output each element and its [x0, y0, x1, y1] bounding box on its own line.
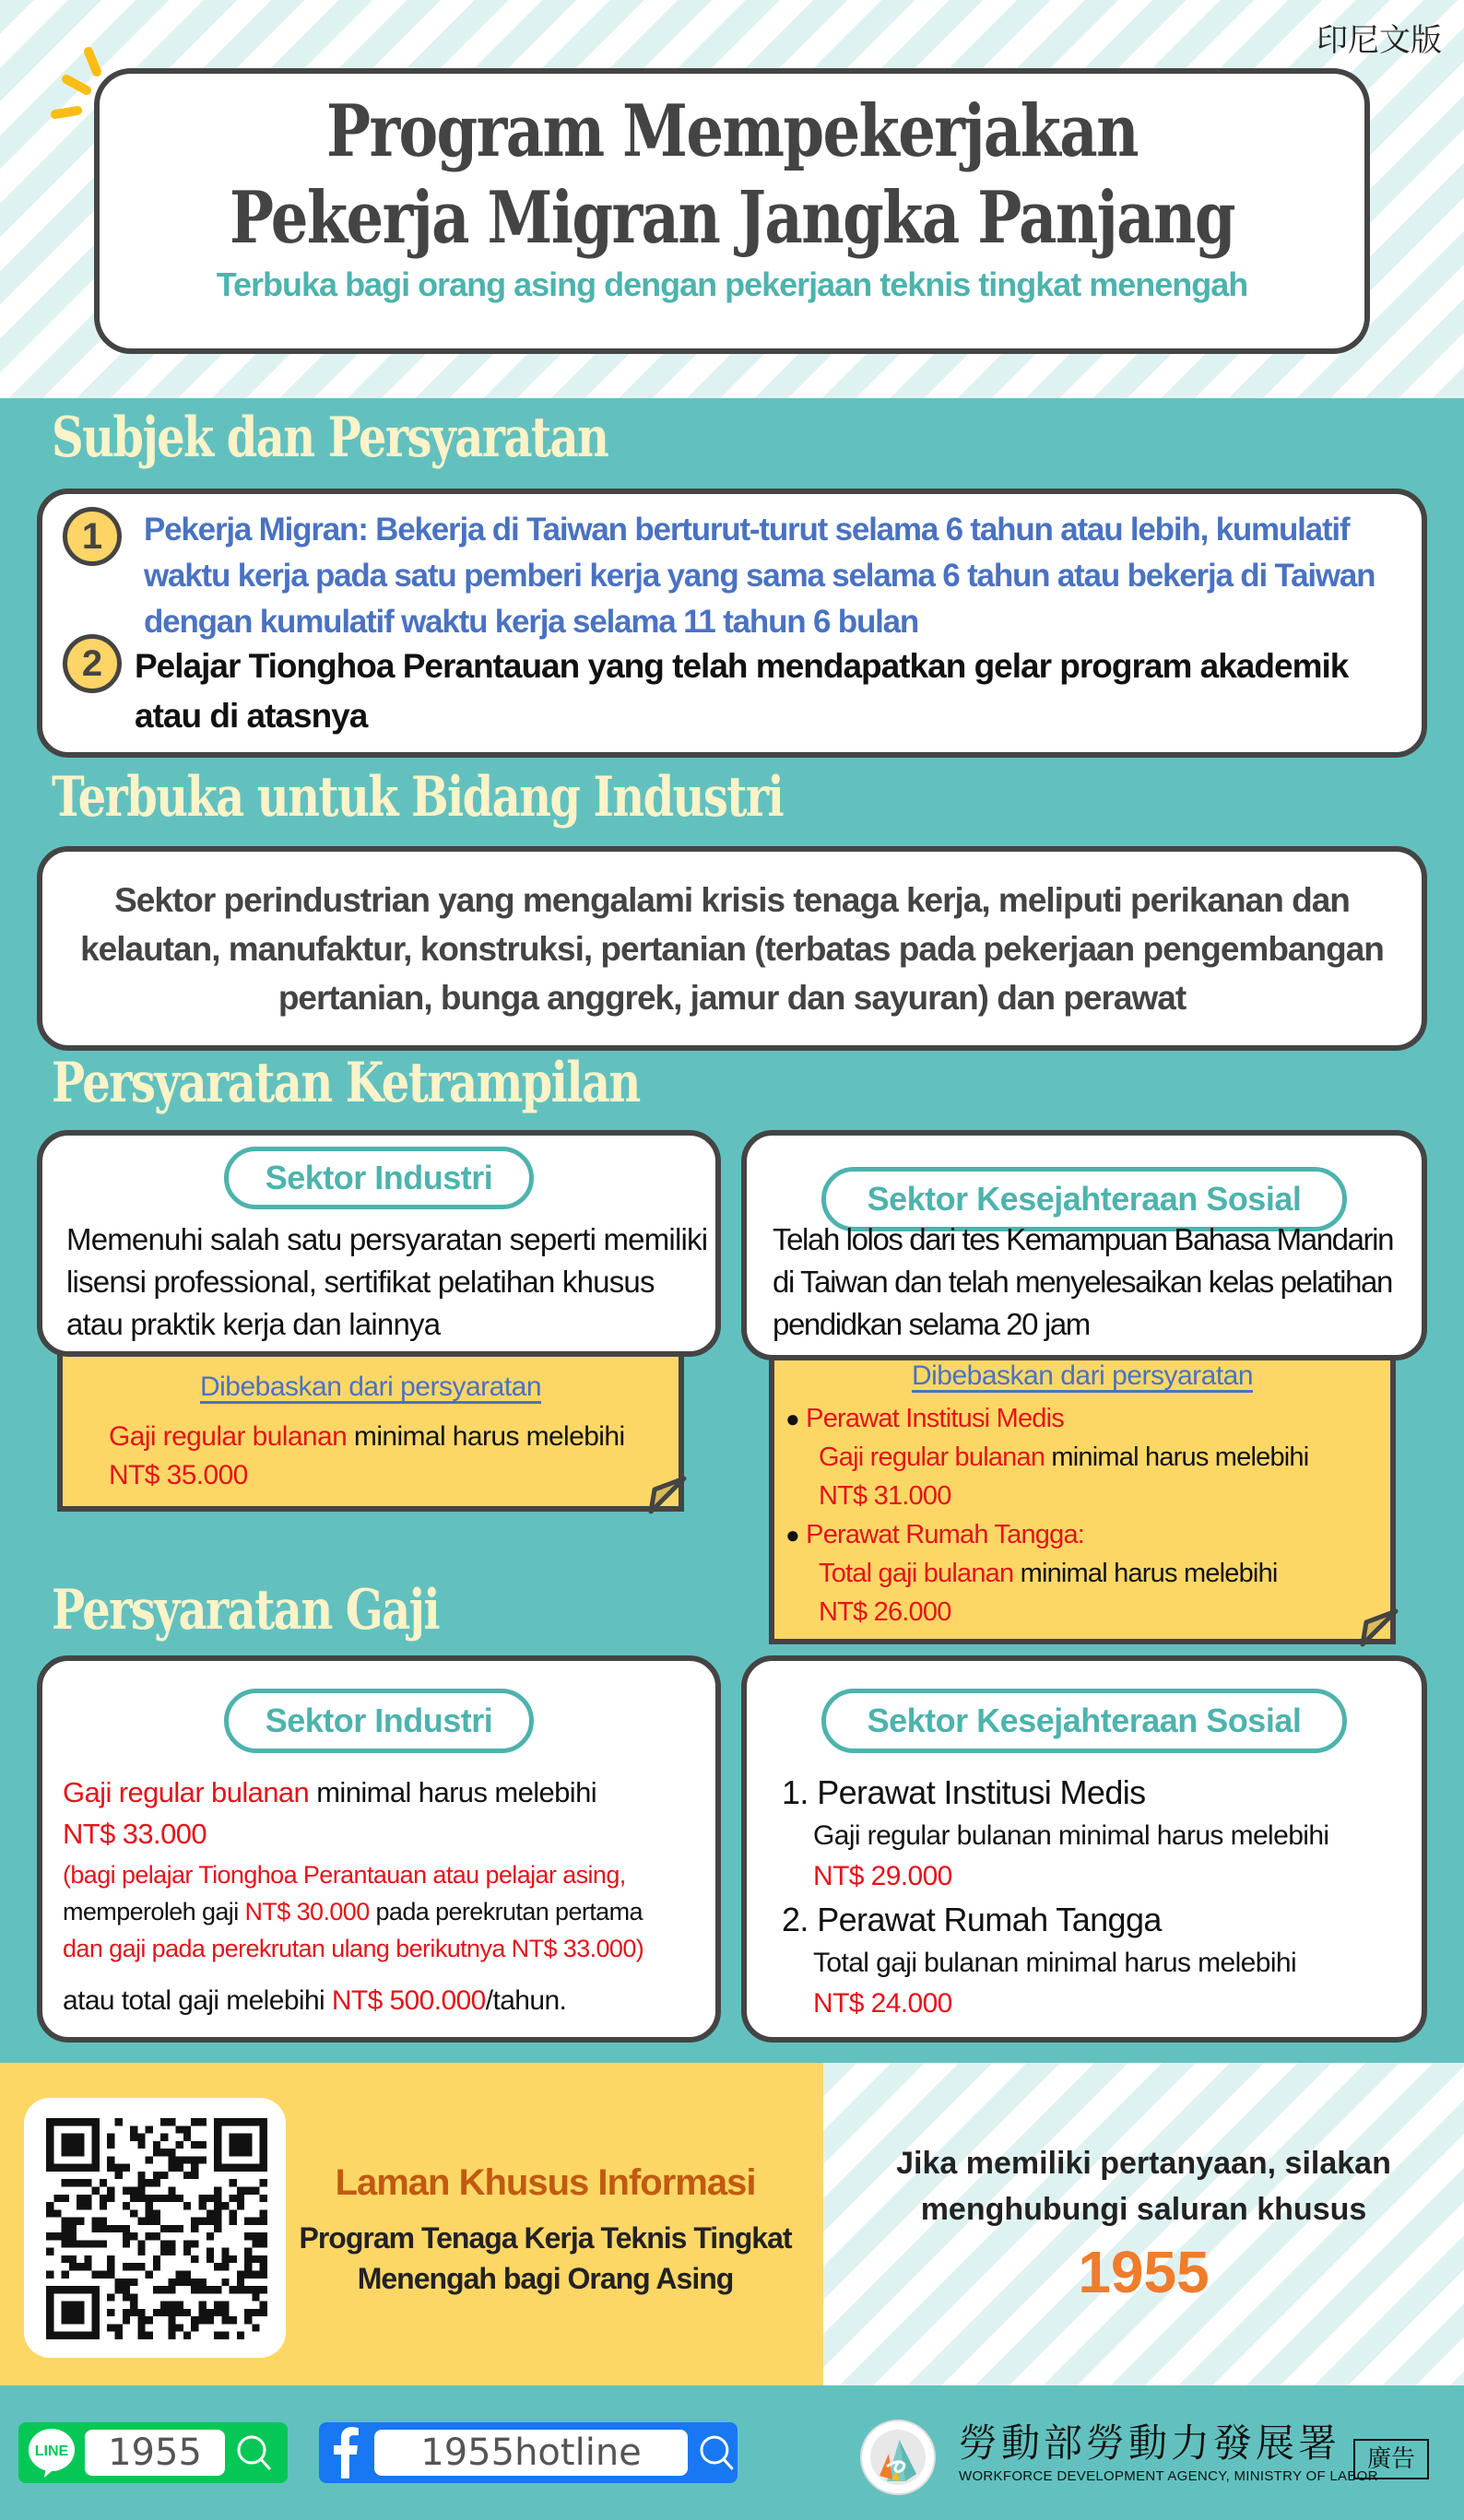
number-badge-1: 1 [63, 507, 122, 566]
page-title-line2: Pekerja Migran Jangka Panjang [230, 176, 1234, 260]
agency-name-en: WORKFORCE DEVELOPMENT AGENCY, MINISTRY OF LABOR [959, 2468, 1378, 2484]
hotline-panel [823, 2063, 1464, 2385]
exempt-item-amount: NT$ 31.000 [819, 1481, 951, 1511]
exempt-item-black: minimal harus melebihi [1013, 1559, 1278, 1588]
industries-card [37, 846, 1427, 1051]
info-subtitle: Program Tenaga Kerja Teknis Tingkat Menengah bagi Orang Asing [299, 2221, 792, 2295]
salary-welfare-item-title: 1. Perawat Institusi Medis [782, 1773, 1146, 1811]
salary-note-2b: pada perekrutan pertama [369, 1898, 643, 1925]
exempt-title: Dibebaskan dari persyaratan [911, 1360, 1254, 1391]
facebook-logo-icon [332, 2427, 360, 2479]
salary-note-2a: memperoleh gaji [63, 1898, 245, 1925]
agency-logo-icon [859, 2419, 937, 2496]
line-search-box[interactable] [18, 2422, 288, 2483]
facebook-search-box[interactable] [319, 2422, 738, 2483]
salary-annual-a: atau total gaji melebihi [63, 1985, 332, 2016]
salary-note-2-amount: NT$ 30.000 [244, 1898, 370, 1925]
page-subtitle: Terbuka bagi orang asing dengan pekerjaan teknis tingkat menengah [216, 265, 1248, 303]
info-panel [0, 2063, 823, 2385]
qr-code-icon [46, 2118, 267, 2339]
folded-corner-icon [642, 1475, 688, 1515]
exempt-red-text: Gaji regular bulanan [109, 1421, 348, 1452]
footer [0, 2385, 1464, 2520]
exempt-item-amount: NT$ 26.000 [819, 1597, 951, 1627]
number-badge-2: 2 [63, 634, 122, 693]
svg-text:LINE: LINE [34, 2443, 69, 2459]
exempt-amount: NT$ 35.000 [109, 1460, 248, 1490]
info-title: Laman Khusus Informasi [335, 2162, 756, 2203]
bullet-icon: ● [785, 1521, 799, 1549]
salary-welfare-item-amount: NT$ 29.000 [813, 1861, 952, 1891]
salary-black-text: minimal harus melebihi [309, 1776, 597, 1808]
folded-corner-icon [1353, 1607, 1399, 1648]
salary-welfare-item-desc: Gaji regular bulanan minimal harus melebihi [813, 1820, 1329, 1851]
requirement-2-text: Pelajar Tionghoa Perantauan yang telah mendapatkan gelar program akademik atau di atasnya [135, 647, 1349, 735]
info-section [0, 2063, 1464, 2385]
skills-industry-card [37, 1130, 721, 1357]
salary-welfare-item-amount: NT$ 24.000 [813, 1988, 952, 2019]
industries-text: Sektor perindustrian yang mengalami krisis tenaga kerja, meliputi perikanan dan kelautan, manufaktur, konstruksi, pertanian (terbatas pada pekerjaan pengembangan pertanian, bunga anggrek, jamur dan sayuran) dan perawat [80, 880, 1384, 1017]
salary-note-1: (bagi pelajar Tionghoa Perantauan atau pelajar asing, [63, 1861, 626, 1889]
exempt-item-black: minimal harus melebihi [1045, 1443, 1309, 1472]
page-title-line1: Program Mempekerjakan [326, 89, 1138, 173]
skills-welfare-text: Telah lolos dari tes Kemampuan Bahasa Mandarin di Taiwan dan telah menyelesaikan kelas pelatihan pendidkan selama 20 jam [773, 1222, 1394, 1341]
section-heading-salary: Persyaratan Gaji [52, 1578, 440, 1643]
search-icon[interactable] [234, 2432, 275, 2473]
sector-pill-industry: Sektor Industri [224, 1689, 534, 1753]
header-banner [0, 0, 1464, 398]
line-logo-icon [26, 2426, 77, 2479]
sector-pill-welfare: Sektor Kesejahteraan Sosial [821, 1689, 1347, 1753]
exempt-item-red: Gaji regular bulanan [819, 1443, 1045, 1472]
line-id-field[interactable]: 1955 [85, 2430, 225, 2476]
language-label: 印尼文版 [1316, 22, 1442, 59]
exempt-black-text: minimal harus melebihi [347, 1421, 625, 1452]
section-heading-skills: Persyaratan Ketrampilan [52, 1051, 640, 1115]
skills-welfare-exempt-note [769, 1338, 1396, 1644]
salary-red-text: Gaji regular bulanan [63, 1776, 310, 1808]
section-heading-subjects: Subjek dan Persyaratan [52, 406, 608, 470]
salary-industry-card [37, 1655, 721, 2043]
skills-industry-text: Memenuhi salah satu persyaratan seperti memiliki lisensi professional, sertifikat pelatihan khusus atau praktik kerja dan lainnya [66, 1222, 708, 1341]
subjects-card [37, 489, 1427, 758]
hotline-number[interactable]: 1955 [1078, 2239, 1210, 2305]
bullet-icon: ● [785, 1405, 799, 1432]
facebook-id-field[interactable]: 1955hotline [374, 2430, 688, 2476]
salary-note-3: dan gaji pada perekrutan ulang berikutnya NT$ 33.000) [63, 1935, 644, 1962]
advertisement-label: 廣告 [1353, 2439, 1429, 2479]
exempt-item-red: Total gaji bulanan [819, 1559, 1014, 1588]
salary-welfare-item-title: 2. Perawat Rumah Tangga [782, 1901, 1162, 1938]
salary-amount: NT$ 33.000 [63, 1818, 207, 1850]
exempt-item-title: Perawat Institusi Medis [806, 1404, 1064, 1433]
search-icon[interactable] [697, 2432, 738, 2473]
exempt-item-title: Perawat Rumah Tangga: [806, 1520, 1085, 1549]
agency-branding [859, 2413, 1449, 2496]
agency-name-zh: 勞動部勞動力發展署 [959, 2420, 1341, 2466]
exempt-title: Dibebaskan dari persyaratan [199, 1372, 542, 1402]
sector-pill-industry: Sektor Industri [224, 1147, 534, 1209]
salary-welfare-item-desc: Total gaji bulanan minimal harus melebihi [813, 1948, 1297, 1978]
question-text: Jika memiliki pertanyaan, silakan menghubungi saluran khusus [896, 2146, 1391, 2227]
skills-welfare-card [741, 1130, 1427, 1360]
skills-industry-exempt-note [57, 1346, 684, 1512]
qr-code[interactable] [24, 2098, 286, 2358]
salary-annual-b: /tahun. [485, 1985, 567, 2016]
requirement-1-text: Pekerja Migran: Bekerja di Taiwan berturut-turut selama 6 tahun atau lebih, kumulatif waktu kerja pada satu pemberi kerja yang sama selama 6 tahun atau bekerja di Taiwan dengan kumulatif waktu kerja selama 11 tahun 6 bulan [144, 512, 1375, 640]
salary-welfare-card [741, 1655, 1427, 2043]
title-box [94, 68, 1370, 354]
salary-annual-amount: NT$ 500.000 [331, 1985, 486, 2016]
section-heading-industries: Terbuka untuk Bidang Industri [52, 765, 784, 830]
sector-pill-welfare: Sektor Kesejahteraan Sosial [821, 1167, 1347, 1231]
